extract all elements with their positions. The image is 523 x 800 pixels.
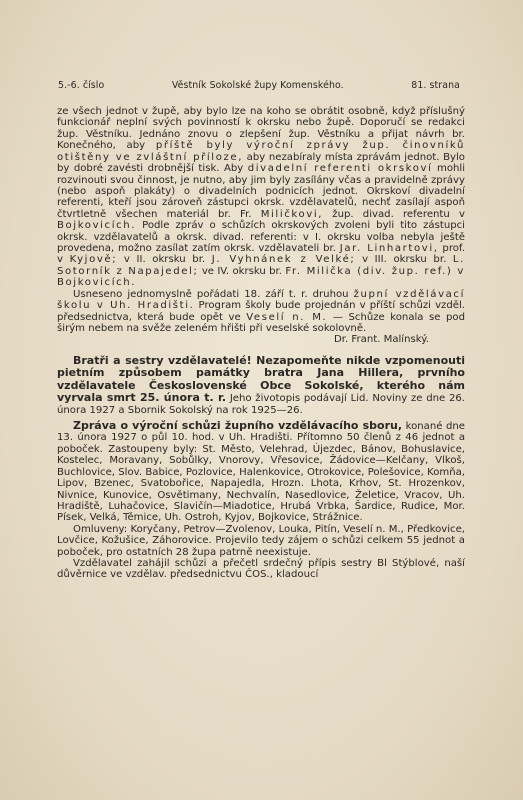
report-paragraph: Zpráva o výroční schůzi župního vzdělávacího sboru, konané dne 13. února 1927 o půl 10. hod. v Uh. Hradišti. Přítomno 50 členů z 46 jednot a poboček. Zastoupeny byly: St. Město, Velehrad, Újezdec, Bánov, Bohuslavice, Kostelec, Moravany, Sobůlky, Vnorovy, Vřesovice, Žádovice—Kelčany, Vlkoš, Buchlovice, Slov. Babice, Pozlovice, Halenkovice, Otrokovice, Polešovice, Komňa, Lipov, Bzenec, Svatobořice, Napajedla, Hrozn. Lhota, Krhov, St. Hrozenkov, Nivnice, Kunovice, Osvětimany, Nechvalín, Nasedlovice, Želetice, Vracov, Uh. Hradiště, Luhačovice, Slavičín—Miadotice, Hrubá Vrbka, Šardice, Rudice, Mor. Písek, Velká, Těmice, Uh. Ostroh, Kyjov, Bojkovice, Strážnice. [57,418,465,524]
page-number: 81. strana [411,80,460,91]
report-headline: Zpráva o výroční schůzi župního vzdělávacího sboru, [73,418,403,432]
paragraph: Vzdělavatel zahájil schůzi a přečetl srdečný přípis sestry Bl Stýblové, naší důvěrnice ve vzdělav. předsednictvu ČOS., kladoucí [57,558,465,581]
announcement-headline: Bratři a sestry vzdělavatelé! Nezapomeňte nikde vzpomenouti pietním způsobem památky bratra Jana Hillera, prvního vzdělavatele Československé Obce Sokolské, kterého nám vyrvala smrt 25. února t. r. [57,353,465,405]
paragraph: Usneseno jednomyslně pořádati 18. září t. r. druhou župní vzdělávací školu v Uh. Hradišti. Program školy bude projednán v příští schůzi vzděl. předsednictva, která bude opět ve Veselí n. M. — Schůze konala se pod širým nebem na svěže zeleném hřišti při veselské sokolovně. [57,288,465,335]
issue-number: 5.-6. číslo [58,80,105,91]
paragraph: ze všech jednot v župě, aby bylo lze na koho se obrátit osobně, když příslušný funkcionář neplní svých povinností k okrsku nebo župě. Doporučí se redakci žup. Věstníku. Jednáno znovu o zlepšení žup. Věstníku a přijat návrh br. Konečného, aby příště byly výroční zprávy žup. činovníků otištěny ve zvláštní příloze, aby nezabíraly místa zprávám jednot. Bylo by dobré zavésti drobnější tisk. Aby divadelní referenti okrskoví mohli rozvinouti svou činnost, je nutno, aby jim byly zasílány včas a pravidelně zprávy (nebo aspoň plakáty) o divadelních podnicích jednot. Okrskoví divadelní referenti, kteří jsou zároveň zástupci okrsk. vzdělavatelů, nechť zasílají aspoň čtvrtletně všechen materiál br. Fr. Miličkovi, žup. divad. referentu v Bojkovicích. Podle zpráv o schůzích okrskových zvoleni byli tito zástupci okrsk. vzdělavatelů a okrsk. divad. referenti: v I. okrsku volba nebyla ještě provedena, možno zasílat zatím okrsk. vzdělavateli br. Jar. Linhartovi, prof. v Kyjově; v II. okrsku br. J. Vyhnánek z Velké; v III. okrsku br. L. Sotorník z Napajedel; ve IV. okrsku br. Fr. Milička (div. žup. ref.) v Bojkovicích. [57,106,465,289]
paragraph: Omluveny: Koryčany, Petrov—Zvolenov, Louka, Pitín, Veselí n. M., Předkovice, Lovčice, Kožušice, Záhorovice. Projevilo tedy zájem o schůzi celkem 55 jednot a poboček, pro ostatních 28 župa patrně neexistuje. [57,523,465,558]
signature: Dr. Frant. Malínský. [334,334,429,346]
running-header [58,80,460,94]
announcement: Bratři a sestry vzdělavatelé! Nezapomeňte nikde vzpomenouti pietním způsobem památky bratra Jana Hillera, prvního vzdělavatele Československé Obce Sokolské, kterého nám vyrvala smrt 25. února t. r. Jeho životopis podávají Lid. Noviny ze dne 26. února 1927 a Sbornik Sokolský na rok 1925—26. [57,353,466,416]
body-text [57,106,465,581]
journal-title: Věstník Sokolské župy Komenského. [171,80,344,91]
